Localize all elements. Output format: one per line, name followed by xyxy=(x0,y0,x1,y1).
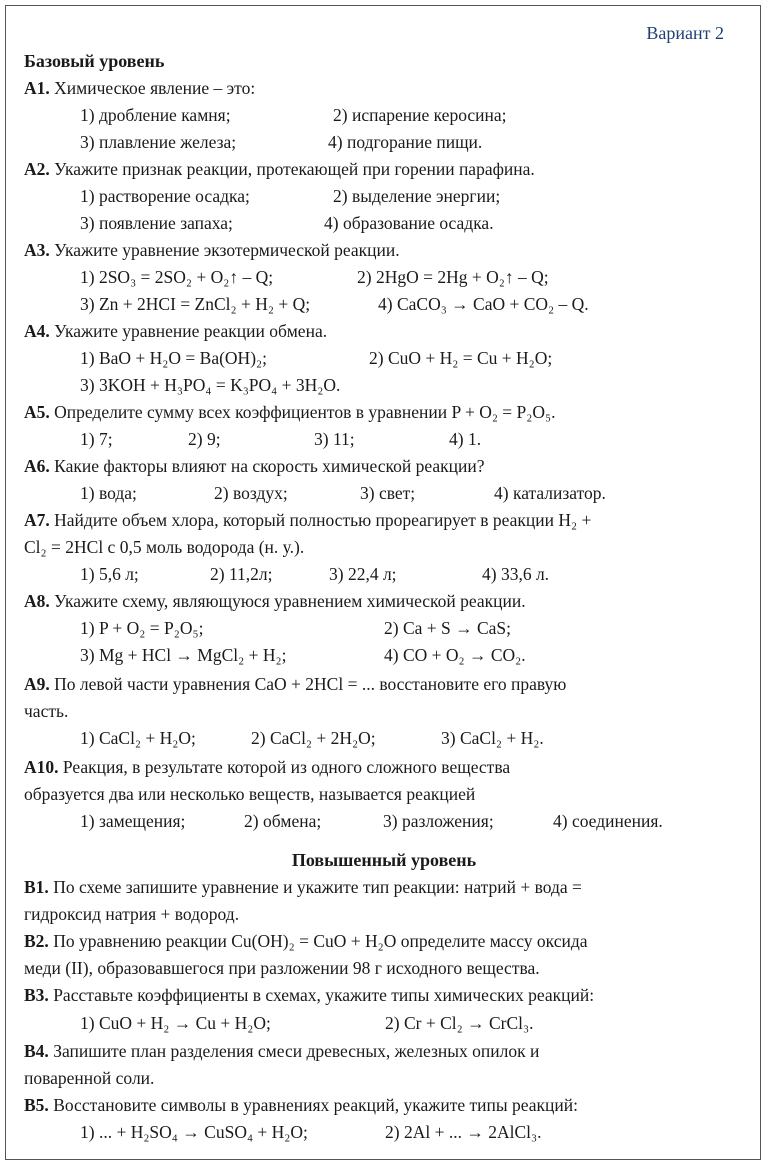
option-a5-2: 2) 9; xyxy=(188,429,221,449)
option-a3-4: 4) CaCO₃ → CaO + CO₂ – Q. xyxy=(378,294,589,314)
question-a10-cont: образуется два или несколько веществ, называется реакцией xyxy=(24,784,476,804)
option-a3-1: 1) 2SO₃ = 2SO₂ + O₂↑ – Q; xyxy=(80,267,274,287)
option-a9-1: 1) CaCl₂ + H₂O; xyxy=(80,728,196,748)
option-a2-3: 3) появление запаха; xyxy=(80,213,233,233)
question-b1-cont: гидроксид натрия + водород. xyxy=(24,904,240,924)
question-text: Укажите схему, являющуюся уравнением химической реакции. xyxy=(54,591,526,611)
question-number: В2. xyxy=(24,931,49,951)
option-a2-1: 1) растворение осадка; xyxy=(80,186,250,206)
option-a7-1: 1) 5,6 л; xyxy=(80,564,139,584)
basic-level-title: Базовый уровень xyxy=(24,51,165,71)
advanced-level-title: Повышенный уровень xyxy=(291,850,477,870)
option-a6-1: 1) вода; xyxy=(80,483,137,503)
question-number: В5. xyxy=(24,1095,49,1115)
question-number: В4. xyxy=(24,1041,49,1061)
question-b4 xyxy=(24,1040,539,1062)
option-a7-4: 4) 33,6 л. xyxy=(482,564,550,584)
question-number: А5. xyxy=(24,402,50,422)
question-a8 xyxy=(24,590,526,612)
variant-label: Вариант 2 xyxy=(646,23,724,43)
question-number: В3. xyxy=(24,985,49,1005)
question-number: А9. xyxy=(24,674,50,694)
option-a1-3: 3) плавление железа; xyxy=(80,132,237,152)
option-b5-2: 2) 2Al + ... → 2AlCl₃. xyxy=(385,1122,542,1142)
question-b4-cont: поваренной соли. xyxy=(24,1068,155,1088)
question-number: А8. xyxy=(24,591,50,611)
question-a6 xyxy=(24,455,484,477)
question-a5 xyxy=(24,401,556,423)
question-number: А3. xyxy=(24,240,50,260)
option-a8-2: 2) Ca + S → CaS; xyxy=(384,618,512,638)
question-number: А6. xyxy=(24,456,50,476)
question-text: Укажите признак реакции, протекающей при горении парафина. xyxy=(54,159,535,179)
option-a10-1: 1) замещения; xyxy=(80,811,186,831)
option-a5-3: 3) 11; xyxy=(314,429,355,449)
option-a7-2: 2) 11,2л; xyxy=(210,564,273,584)
question-text: Укажите уравнение реакции обмена. xyxy=(54,321,328,341)
option-a4-3: 3) 3KOH + H₃PO₄ = K₃PO₄ + 3H₂O. xyxy=(80,375,341,395)
question-a1 xyxy=(24,77,255,99)
option-a3-2: 2) 2HgO = 2Hg + O₂↑ – Q; xyxy=(357,267,549,287)
question-number: А10. xyxy=(24,757,59,777)
question-a10 xyxy=(24,756,510,778)
option-a8-4: 4) CO + O₂ → CO₂. xyxy=(384,645,526,665)
option-a6-4: 4) катализатор. xyxy=(494,483,606,503)
question-b1 xyxy=(24,876,582,898)
option-a1-2: 2) испарение керосина; xyxy=(333,105,507,125)
question-text: Какие факторы влияют на скорость химической реакции? xyxy=(54,456,485,476)
option-a6-3: 3) свет; xyxy=(360,483,416,503)
question-number: В1. xyxy=(24,877,49,897)
question-a2 xyxy=(24,158,535,180)
question-text: Определите сумму всех коэффициентов в уравнении P + O₂ = P₂O₅. xyxy=(54,402,556,422)
option-a1-4: 4) подгорание пищи. xyxy=(328,132,483,152)
question-text: По левой части уравнения CaO + 2HCl = ... восстановите его правую xyxy=(54,674,567,694)
option-a1-1: 1) дробление камня; xyxy=(80,105,231,125)
question-b5 xyxy=(24,1094,578,1116)
question-number: А7. xyxy=(24,510,50,530)
question-a3 xyxy=(24,239,400,261)
question-text: По уравнению реакции Cu(OH)₂ = CuO + H₂O определите массу оксида xyxy=(53,931,588,951)
option-a3-3: 3) Zn + 2HCI = ZnCl₂ + H₂ + Q; xyxy=(80,294,311,314)
option-b5-1: 1) ... + H₂SO₄ → CuSO₄ + H₂O; xyxy=(80,1122,308,1142)
question-a9 xyxy=(24,673,566,695)
question-text: Восстановите символы в уравнениях реакций, укажите типы реакций: xyxy=(53,1095,578,1115)
question-b2-cont: меди (II), образовавшегося при разложении 98 г исходного вещества. xyxy=(24,958,540,978)
option-a8-1: 1) P + O₂ = P₂O₅; xyxy=(80,618,204,638)
option-a9-2: 2) CaCl₂ + 2H₂O; xyxy=(251,728,376,748)
option-a10-4: 4) соединения. xyxy=(553,811,663,831)
question-text: Запишите план разделения смеси древесных, железных опилок и xyxy=(53,1041,540,1061)
option-b3-1: 1) CuO + H₂ → Cu + H₂O; xyxy=(80,1013,271,1033)
option-a5-4: 4) 1. xyxy=(449,429,482,449)
question-text: По схеме запишите уравнение и укажите тип реакции: натрий + вода = xyxy=(53,877,582,897)
option-a6-2: 2) воздух; xyxy=(214,483,288,503)
question-b2 xyxy=(24,930,588,952)
question-b3 xyxy=(24,984,594,1006)
question-a7-cont: Cl₂ = 2HCl с 0,5 моль водорода (н. у.). xyxy=(24,537,305,557)
option-a10-3: 3) разложения; xyxy=(383,811,494,831)
question-text: Укажите уравнение экзотермической реакции. xyxy=(54,240,400,260)
option-a9-3: 3) CaCl₂ + H₂. xyxy=(441,728,544,748)
option-b3-2: 2) Cr + Cl₂ → CrCl₃. xyxy=(385,1013,534,1033)
question-text: Найдите объем хлора, который полностью прореагирует в реакции H₂ + xyxy=(54,510,592,530)
option-a4-1: 1) BaO + H₂O = Ba(OH)₂; xyxy=(80,348,267,368)
option-a10-2: 2) обмена; xyxy=(244,811,322,831)
question-a4 xyxy=(24,320,327,342)
option-a5-1: 1) 7; xyxy=(80,429,113,449)
option-a2-2: 2) выделение энергии; xyxy=(333,186,501,206)
question-number: А1. xyxy=(24,78,50,98)
question-a9-cont: часть. xyxy=(24,701,69,721)
option-a2-4: 4) образование осадка. xyxy=(324,213,494,233)
question-text: Расставьте коэффициенты в схемах, укажите типы химических реакций: xyxy=(53,985,595,1005)
option-a7-3: 3) 22,4 л; xyxy=(329,564,397,584)
option-a8-3: 3) Mg + HCl → MgCl₂ + H₂; xyxy=(80,645,287,665)
question-a7 xyxy=(24,509,591,531)
question-text: Реакция, в результате которой из одного сложного вещества xyxy=(62,757,511,777)
option-a4-2: 2) CuO + H₂ = Cu + H₂O; xyxy=(369,348,553,368)
question-number: А4. xyxy=(24,321,50,341)
question-text: Химическое явление – это: xyxy=(54,78,256,98)
question-number: А2. xyxy=(24,159,50,179)
